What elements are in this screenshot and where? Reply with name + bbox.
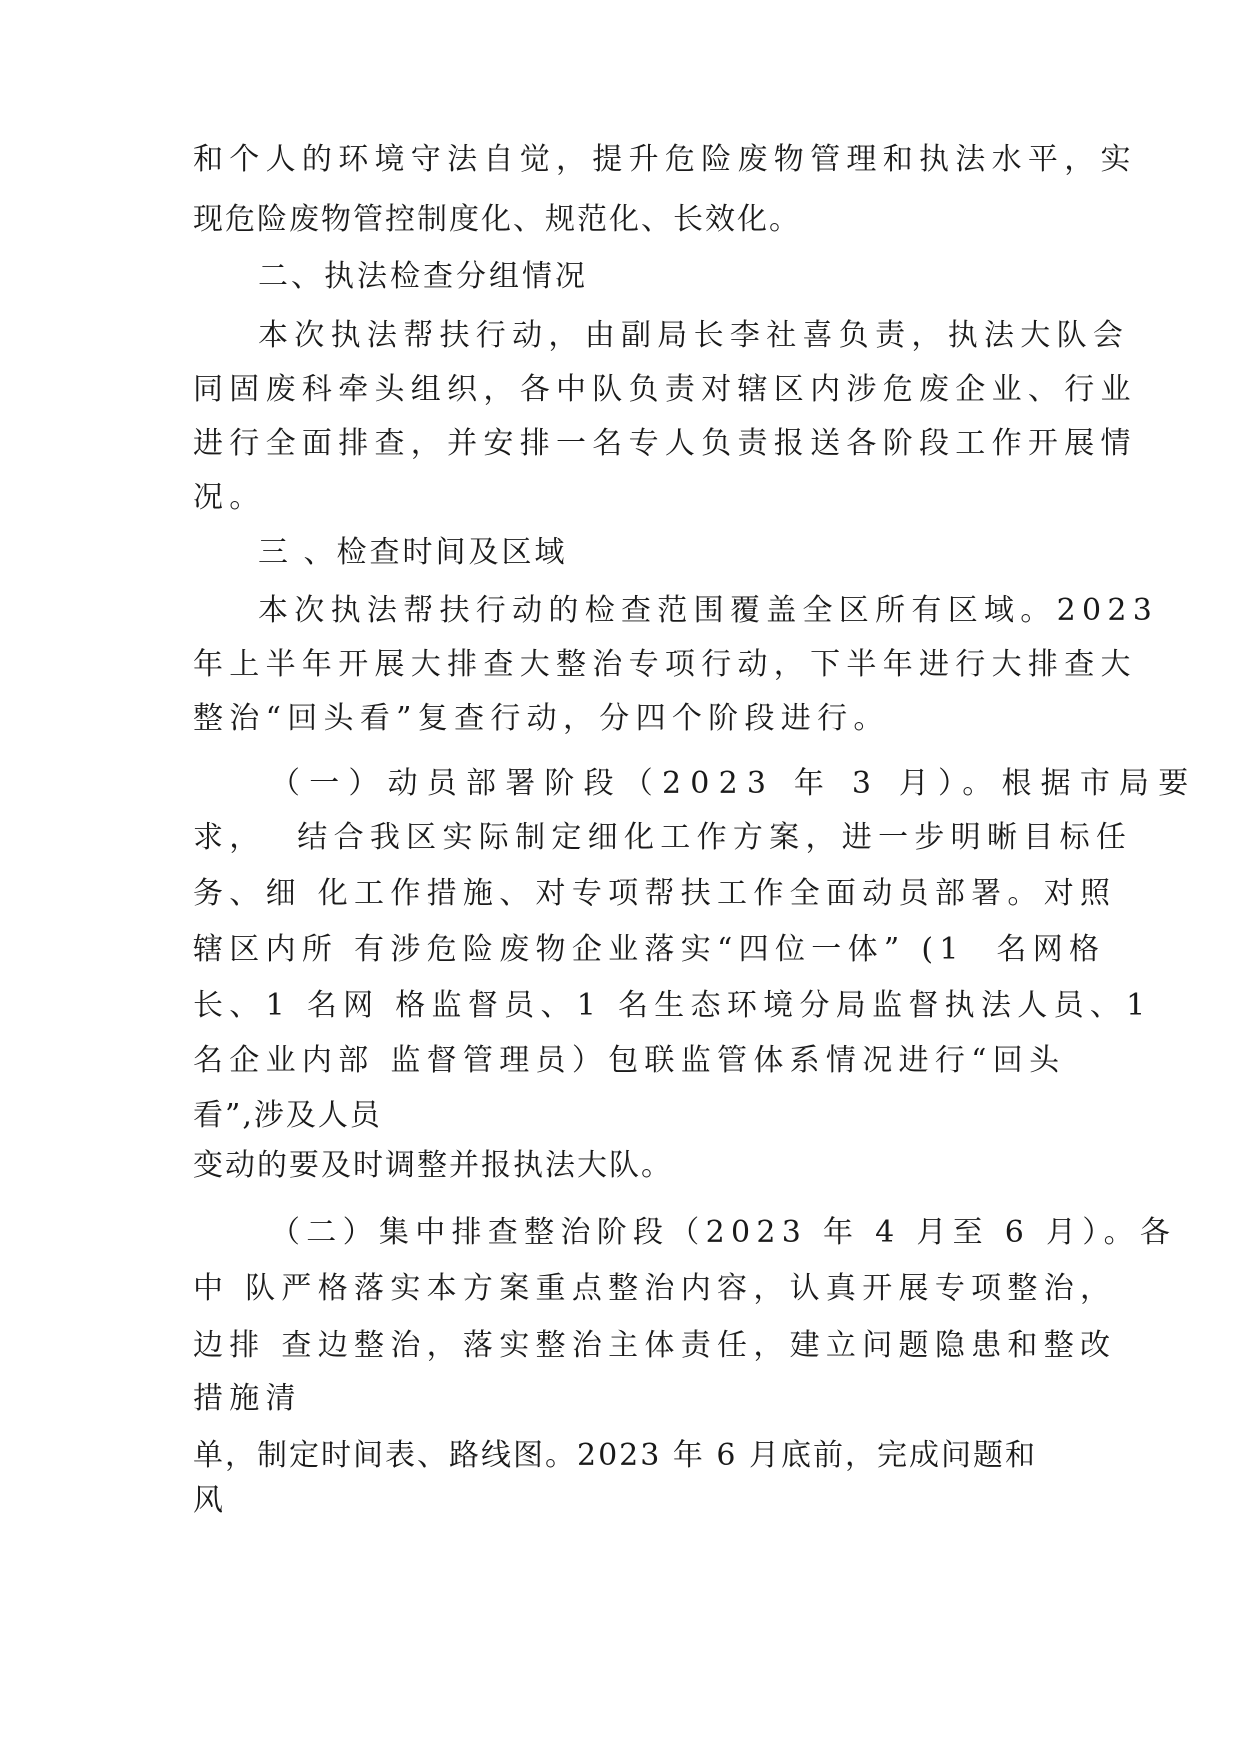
paragraph-5-line-3: 边排 查边整治，落实整治主体责任，建立问题隐患和整改 <box>193 1328 1117 1363</box>
paragraph-4-line-2: 求， 结合我区实际制定细化工作方案，进一步明晰目标任 <box>193 820 1133 855</box>
paragraph-2-line-3: 进行全面排查，并安排一名专人负责报送各阶段工作开展情 <box>193 426 1137 461</box>
paragraph-4-line-1: （一）动员部署阶段（2023 年 3 月）。根据市局要 <box>270 766 1198 801</box>
paragraph-3-line-1: 本次执法帮扶行动的检查范围覆盖全区所有区域。2023 <box>258 593 1159 628</box>
paragraph-5-line-6: 风 <box>193 1483 230 1518</box>
paragraph-2-line-4: 况。 <box>193 480 266 515</box>
paragraph-1-line-2: 现危险废物管控制度化、规范化、长效化。 <box>193 202 801 237</box>
paragraph-4-line-5: 长、1 名网 格监督员、1 名生态环境分局监督执法人员、1 <box>193 988 1152 1023</box>
paragraph-4-line-7: 看”,涉及人员 <box>193 1098 382 1133</box>
paragraph-5-line-4: 措施清 <box>193 1381 302 1416</box>
paragraph-3-line-2: 年上半年开展大排查大整治专项行动，下半年进行大排查大 <box>193 647 1137 682</box>
paragraph-2-line-2: 同固废科牵头组织，各中队负责对辖区内涉危废企业、行业 <box>193 372 1137 407</box>
section-heading-2: 二、执法检查分组情况 <box>258 259 588 294</box>
section-heading-3: 三 、检查时间及区域 <box>258 535 568 570</box>
paragraph-5-line-1: （二）集中排查整治阶段（2023 年 4 月至 6 月）。各 <box>270 1215 1177 1250</box>
paragraph-4-line-3: 务、细 化工作措施、对专项帮扶工作全面动员部署。对照 <box>193 876 1117 911</box>
paragraph-3-line-3: 整治“回头看”复查行动，分四个阶段进行。 <box>193 701 890 736</box>
paragraph-5-line-5: 单，制定时间表、路线图。2023 年 6 月底前，完成问题和 <box>193 1438 1038 1473</box>
paragraph-4-line-6: 名企业内部 监督管理员）包联监管体系情况进行“回头 <box>193 1043 1066 1078</box>
paragraph-4-line-4: 辖区内所 有涉危险废物企业落实“四位一体” (1 名网格 <box>193 932 1106 967</box>
paragraph-1-line-1: 和个人的环境守法自觉，提升危险废物管理和执法水平，实 <box>193 142 1137 177</box>
paragraph-2-line-1: 本次执法帮扶行动，由副局长李社喜负责，执法大队会 <box>258 318 1130 353</box>
paragraph-4-line-8: 变动的要及时调整并报执法大队。 <box>193 1148 673 1183</box>
paragraph-5-line-2: 中 队严格落实本方案重点整治内容，认真开展专项整治， <box>193 1271 1117 1306</box>
